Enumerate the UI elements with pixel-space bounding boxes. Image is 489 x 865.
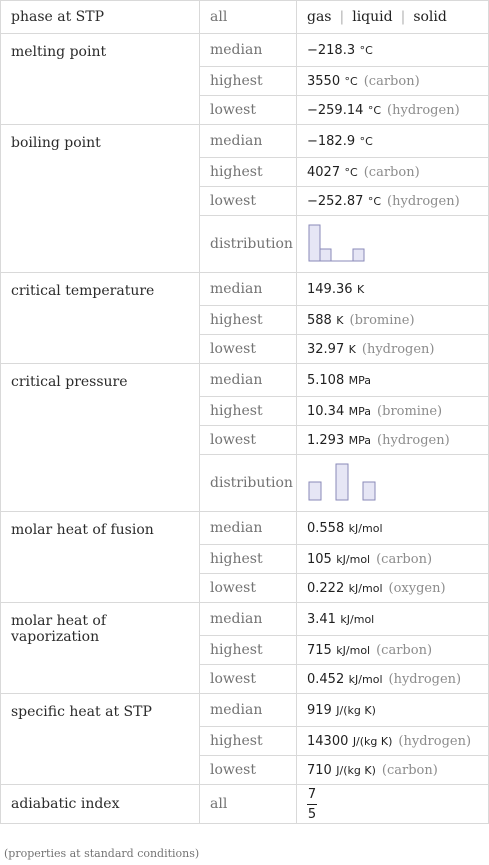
stat-label: median [200,694,297,727]
numerator: 7 [307,786,317,802]
value-cell [297,512,489,545]
element-note: (hydrogen) [387,194,460,209]
value-cell [297,727,489,756]
value: 3.41 [307,612,336,627]
row-adiabatic [1,785,489,824]
element-note: (carbon) [381,763,438,778]
value-cell [297,273,489,306]
value-cell [297,125,489,158]
value: 5.108 [307,373,345,388]
unit: °C [367,104,382,117]
fraction-bar [307,804,317,805]
stat-label: median [200,273,297,306]
stat-label: median [200,603,297,636]
phase-value [297,1,489,34]
state-solid: solid [413,9,447,25]
value: 1.293 [307,433,345,448]
value: −259.14 [307,103,364,118]
property-name: critical pressure [1,364,200,512]
stat-label: highest [200,67,297,96]
element-note: (bromine) [377,404,443,419]
separator: | [400,9,406,25]
value: 588 [307,313,332,328]
value-cell [297,756,489,785]
value-cell [297,665,489,694]
element-note: (hydrogen) [387,103,460,118]
value-cell [297,187,489,216]
row-boiling-median [1,125,489,158]
pressure-distribution-histogram [307,460,387,506]
denominator: 5 [307,806,317,822]
value-cell [297,603,489,636]
stat-label: lowest [200,426,297,455]
row-melting-median [1,34,489,67]
value-cell [297,785,489,824]
property-name: boiling point [1,125,200,273]
unit: kJ/mol [336,644,371,657]
property-name: molar heat of fusion [1,512,200,603]
element-note: (carbon) [363,165,420,180]
histogram-bar [320,249,331,261]
unit: °C [359,44,373,57]
element-note: (hydrogen) [388,672,462,687]
row-crit-press-median [1,364,489,397]
stat-label: median [200,34,297,67]
element-note: (carbon) [376,552,433,567]
value-cell [297,574,489,603]
distribution-cell [297,216,489,273]
unit: K [356,283,365,296]
unit: J/(kg K) [336,764,376,777]
value-cell [297,364,489,397]
value-cell [297,67,489,96]
value-cell [297,335,489,364]
unit: MPa [348,405,372,418]
property-name: melting point [1,34,200,125]
unit: °C [344,75,358,88]
stat-label: median [200,512,297,545]
value-cell [297,426,489,455]
element-note: (oxygen) [388,581,446,596]
stat-label: distribution [200,455,297,512]
stat-label: median [200,364,297,397]
footnote: (properties at standard conditions) [4,847,200,860]
unit: kJ/mol [340,613,375,626]
stat-label: highest [200,397,297,426]
row-spec-heat-median [1,694,489,727]
stat-label: lowest [200,96,297,125]
value: 149.36 [307,282,353,297]
unit: J/(kg K) [352,735,393,748]
histogram-bar [309,225,320,261]
stat-label: all [200,785,297,824]
value: 3550 [307,74,341,89]
property-name: molar heat of vaporization [1,603,200,694]
element-note: (hydrogen) [377,433,450,448]
unit: K [336,314,344,327]
value: −218.3 [307,43,356,58]
histogram-bar [353,249,364,261]
unit: K [348,343,356,356]
value: −182.9 [307,134,356,149]
element-note: (carbon) [376,643,433,658]
unit: °C [367,195,382,208]
value: 0.222 [307,581,345,596]
value: 32.97 [307,342,345,357]
row-crit-temp-median [1,273,489,306]
unit: MPa [348,374,372,387]
element-note: (hydrogen) [361,342,435,357]
value-cell [297,694,489,727]
unit: kJ/mol [348,522,383,535]
stat-label: highest [200,545,297,574]
stat-label: distribution [200,216,297,273]
stat-label: all [200,1,297,34]
unit: MPa [348,434,372,447]
element-note: (bromine) [349,313,415,328]
unit: kJ/mol [336,553,371,566]
boiling-distribution-histogram [307,221,387,267]
unit: kJ/mol [348,582,383,595]
value-cell [297,306,489,335]
row-fusion-median [1,512,489,545]
value-cell [297,545,489,574]
element-note: (carbon) [363,74,420,89]
stat-label: lowest [200,187,297,216]
property-name: adiabatic index [1,785,200,824]
unit: J/(kg K) [336,704,376,717]
value-cell [297,158,489,187]
value-cell [297,96,489,125]
stat-label: lowest [200,574,297,603]
value: 715 [307,643,332,658]
state-gas: gas [307,9,332,25]
stat-label: highest [200,306,297,335]
value-cell [297,397,489,426]
value-cell [297,34,489,67]
histogram-bar [363,482,375,500]
property-name: specific heat at STP [1,694,200,785]
stat-label: lowest [200,756,297,785]
fraction [307,787,317,822]
value: 919 [307,703,332,718]
histogram-bar [336,464,348,500]
element-note: (hydrogen) [398,734,472,749]
stat-label: median [200,125,297,158]
stat-label: lowest [200,335,297,364]
property-name: phase at STP [1,1,200,34]
value: 14300 [307,734,349,749]
value: 0.558 [307,521,345,536]
distribution-cell [297,455,489,512]
property-name: critical temperature [1,273,200,364]
value-cell [297,636,489,665]
unit: kJ/mol [348,673,383,686]
value: 710 [307,763,332,778]
stat-label: highest [200,636,297,665]
value: 4027 [307,165,341,180]
value: 105 [307,552,332,567]
histogram-bar [309,482,321,500]
stat-label: highest [200,158,297,187]
value: 10.34 [307,404,345,419]
state-liquid: liquid [352,9,393,25]
stat-label: lowest [200,665,297,694]
separator: | [339,9,345,25]
value: −252.87 [307,194,364,209]
row-vapor-median [1,603,489,636]
value: 0.452 [307,672,345,687]
unit: °C [344,166,358,179]
row-phase [1,1,489,34]
unit: °C [359,135,373,148]
stat-label: highest [200,727,297,756]
